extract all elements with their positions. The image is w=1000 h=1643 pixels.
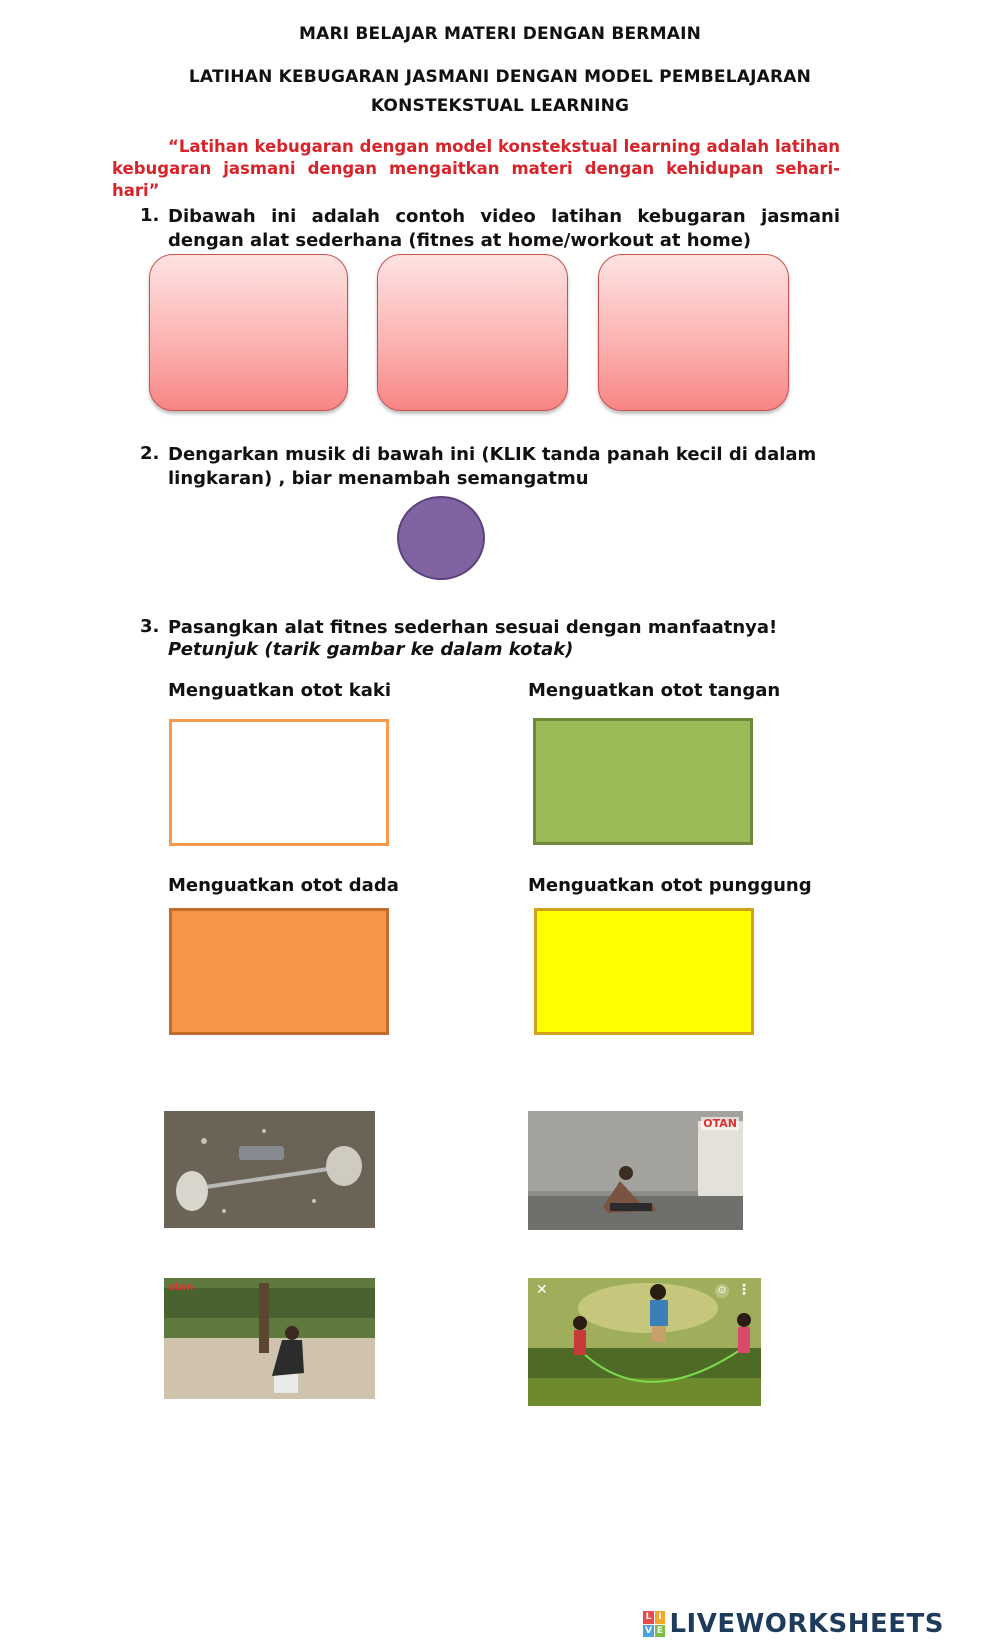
jump-rope-photo[interactable]	[528, 1278, 761, 1406]
label-otot-punggung: Menguatkan otot punggung	[528, 875, 812, 896]
question-2-number: 2.	[140, 443, 160, 464]
question-1-number: 1.	[140, 205, 160, 226]
label-otot-dada: Menguatkan otot dada	[168, 875, 399, 896]
label-otot-tangan: Menguatkan otot tangan	[528, 680, 781, 701]
page-subtitle-line2: KONSTEKSTUAL LEARNING	[370, 96, 630, 116]
question-3-number: 3.	[140, 616, 160, 637]
page-subtitle-line1: LATIHAN KEBUGARAN JASMANI DENGAN MODEL PEMBELAJARAN	[188, 67, 812, 87]
situp-watermark: OTAN	[703, 1117, 737, 1130]
lens-icon[interactable]: ⊙	[715, 1284, 729, 1298]
question-1-text: Dibawah ini adalah contoh video latihan kebugaran jasmani dengan alat sederhana (fitnes at home/workout at home)	[168, 206, 840, 251]
drop-box-otot-punggung[interactable]	[534, 908, 754, 1035]
question-2-text: Dengarkan musik di bawah ini (KLIK tanda panah kecil di dalam lingkaran) , biar menambah semangatmu	[168, 444, 817, 489]
drop-box-otot-tangan[interactable]	[533, 718, 753, 845]
drop-box-otot-kaki[interactable]	[169, 719, 389, 846]
liveworksheets-logo-text: LIVEWORKSHEETS	[669, 1609, 944, 1639]
liveworksheets-logo	[643, 1609, 944, 1639]
close-icon[interactable]: ✕	[536, 1282, 548, 1298]
bench-watermark: otan	[168, 1282, 194, 1293]
situp-photo[interactable]	[528, 1111, 743, 1230]
more-options-icon[interactable]: ⋮	[737, 1282, 751, 1298]
audio-play-button[interactable]	[397, 496, 485, 580]
video-slot-1[interactable]	[149, 254, 348, 411]
video-slot-3[interactable]	[598, 254, 789, 411]
page-title: MARI BELAJAR MATERI DENGAN BERMAIN	[298, 24, 702, 44]
label-otot-kaki: Menguatkan otot kaki	[168, 680, 392, 701]
barbell-photo[interactable]	[164, 1111, 375, 1228]
definition-quote: “Latihan kebugaran dengan model konstekstual learning adalah latihan kebugaran jasmani dengan mengaitkan materi dengan kehidupan sehari-hari”	[112, 137, 840, 200]
question-3-hint: Petunjuk (tarik gambar ke dalam kotak)	[168, 639, 574, 660]
bench-photo[interactable]	[164, 1278, 375, 1399]
video-slot-2[interactable]	[377, 254, 568, 411]
liveworksheets-logo-icon: L I V E	[644, 1612, 664, 1636]
drop-box-otot-dada[interactable]	[169, 908, 389, 1035]
question-3-text: Pasangkan alat fitnes sederhan sesuai dengan manfaatnya!	[168, 617, 778, 638]
